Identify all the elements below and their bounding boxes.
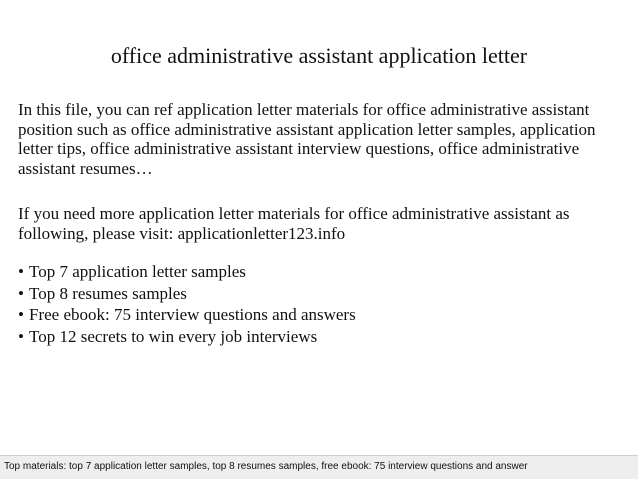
list-item-text: Top 7 application letter samples <box>29 262 246 281</box>
bullet-icon: • <box>18 305 24 325</box>
more-materials-paragraph: If you need more application letter materials for office administrative assistant as following, please visit: applicationletter123.info <box>18 204 570 243</box>
list-item <box>18 326 618 348</box>
footer-bar <box>0 455 638 479</box>
list-item <box>18 283 618 305</box>
list-item-text: Top 8 resumes samples <box>29 283 187 303</box>
list-item <box>18 304 618 326</box>
bullet-icon: • <box>18 327 24 347</box>
materials-list <box>18 261 618 348</box>
page-title: office administrative assistant application letter <box>110 43 528 68</box>
list-item-text: Top 12 secrets to win every job interviews <box>29 327 318 347</box>
intro-paragraph: In this file, you can ref application letter materials for office administrative assistant position such as office administrative assistant application letter samples, application letter tips, office administrative assistant interview questions, office administrative assistant resumes… <box>18 100 596 178</box>
list-item-text: Free ebook: 75 interview questions and answers <box>29 305 356 325</box>
bullet-icon: • <box>18 262 24 281</box>
footer-text: Top materials: top 7 application letter samples, top 8 resumes samples, free ebook: 75 interview questions and answer <box>4 461 528 472</box>
bullet-icon: • <box>18 283 24 303</box>
list-item <box>18 261 618 283</box>
